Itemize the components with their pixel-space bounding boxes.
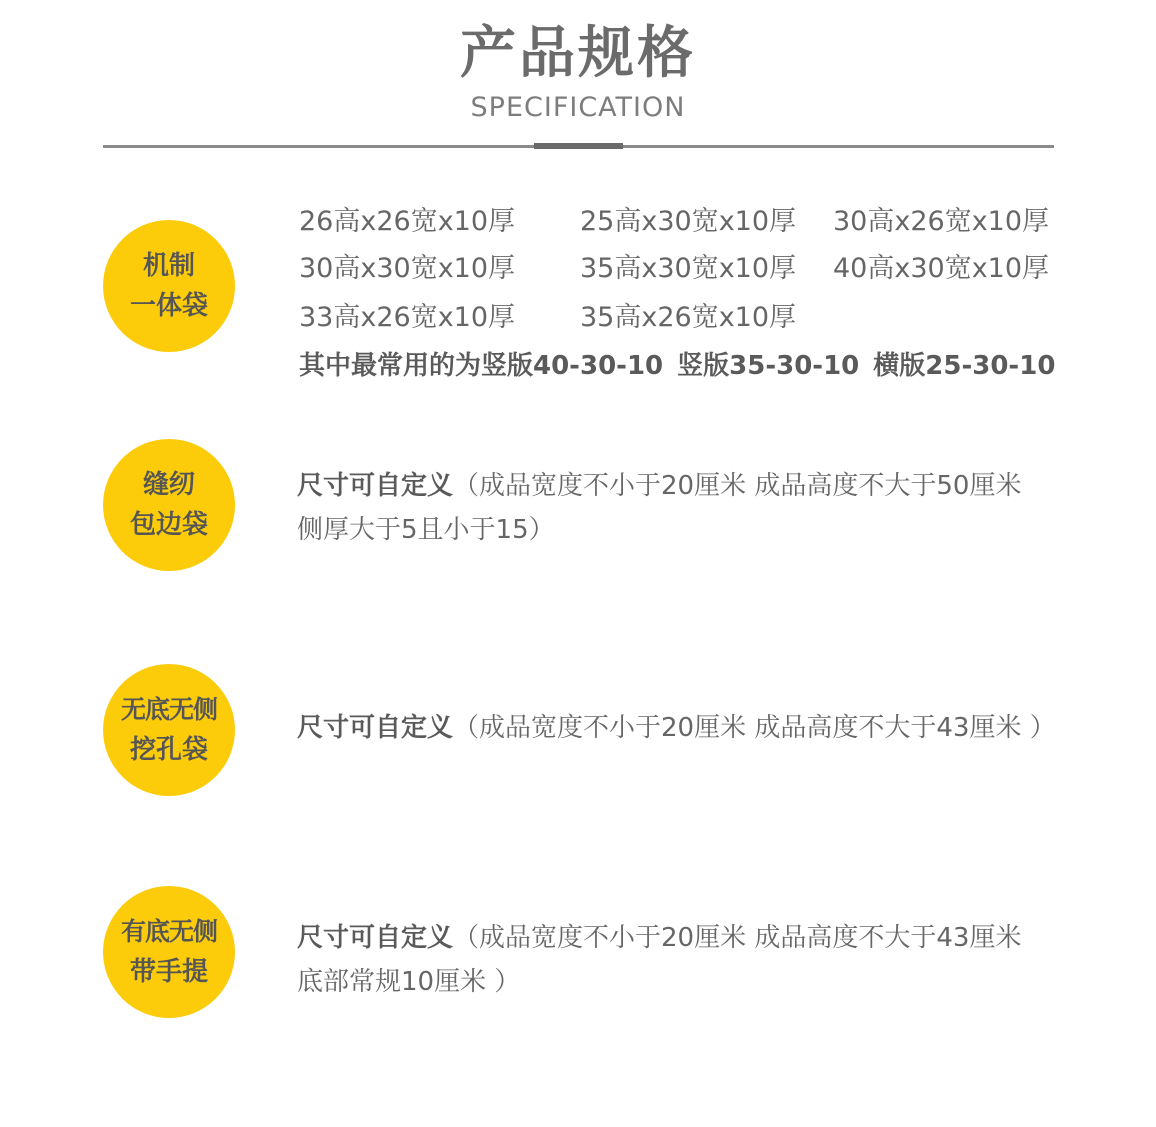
badge-line: 带手提 [129, 957, 208, 987]
size-item: 35高x30宽x10厚 [580, 253, 797, 284]
custom-size-label: 尺寸可自定义 [297, 713, 454, 743]
size-item: 26高x26宽x10厚 [299, 206, 516, 237]
size-item: 30高x30宽x10厚 [299, 253, 516, 284]
size-constraint-line: 侧厚大于5且小于15） [297, 515, 555, 545]
badge-line: 一体袋 [129, 291, 208, 321]
size-constraint: （成品宽度不小于20厘米 成品高度不大于50厘米 [453, 471, 1022, 501]
size-item: 30高x26宽x10厚 [833, 206, 1050, 237]
badge-line: 有底无侧 [120, 917, 217, 946]
badge-handle-bag [103, 886, 235, 1018]
common-size: 横版25-30-10 [873, 351, 1056, 381]
badge-sewn-edge-bag [103, 439, 235, 571]
size-item: 25高x30宽x10厚 [580, 206, 797, 237]
size-constraint-line: 底部常规10厘米 ） [297, 967, 521, 997]
page-header [0, 0, 1156, 160]
page-subtitle: SPECIFICATION [470, 92, 686, 123]
section-description [297, 916, 1021, 960]
section-description [297, 706, 1056, 750]
size-constraint: （成品宽度不小于20厘米 成品高度不大于43厘米 [453, 923, 1022, 953]
badge-line: 缝纫 [142, 470, 195, 500]
page-title: 产品规格 [460, 21, 696, 86]
size-item: 35高x26宽x10厚 [580, 302, 797, 333]
badge-machine-made-bag [103, 220, 235, 352]
common-size: 竖版35-30-10 [677, 351, 860, 381]
common-size: 其中最常用的为竖版40-30-10 [299, 351, 664, 381]
badge-line: 无底无侧 [120, 695, 217, 724]
badge-line: 包边袋 [129, 510, 208, 540]
custom-size-label: 尺寸可自定义 [297, 471, 454, 501]
badge-line: 机制 [142, 251, 195, 281]
divider-accent [534, 143, 623, 149]
section-description [297, 464, 1021, 508]
badge-die-cut-bag [103, 664, 235, 796]
badge-line: 挖孔袋 [129, 735, 208, 765]
size-constraint: （成品宽度不小于20厘米 成品高度不大于43厘米 ） [453, 713, 1056, 743]
common-sizes-note [299, 344, 1055, 388]
size-item: 40高x30宽x10厚 [833, 253, 1050, 284]
size-item: 33高x26宽x10厚 [299, 302, 516, 333]
custom-size-label: 尺寸可自定义 [297, 923, 454, 953]
